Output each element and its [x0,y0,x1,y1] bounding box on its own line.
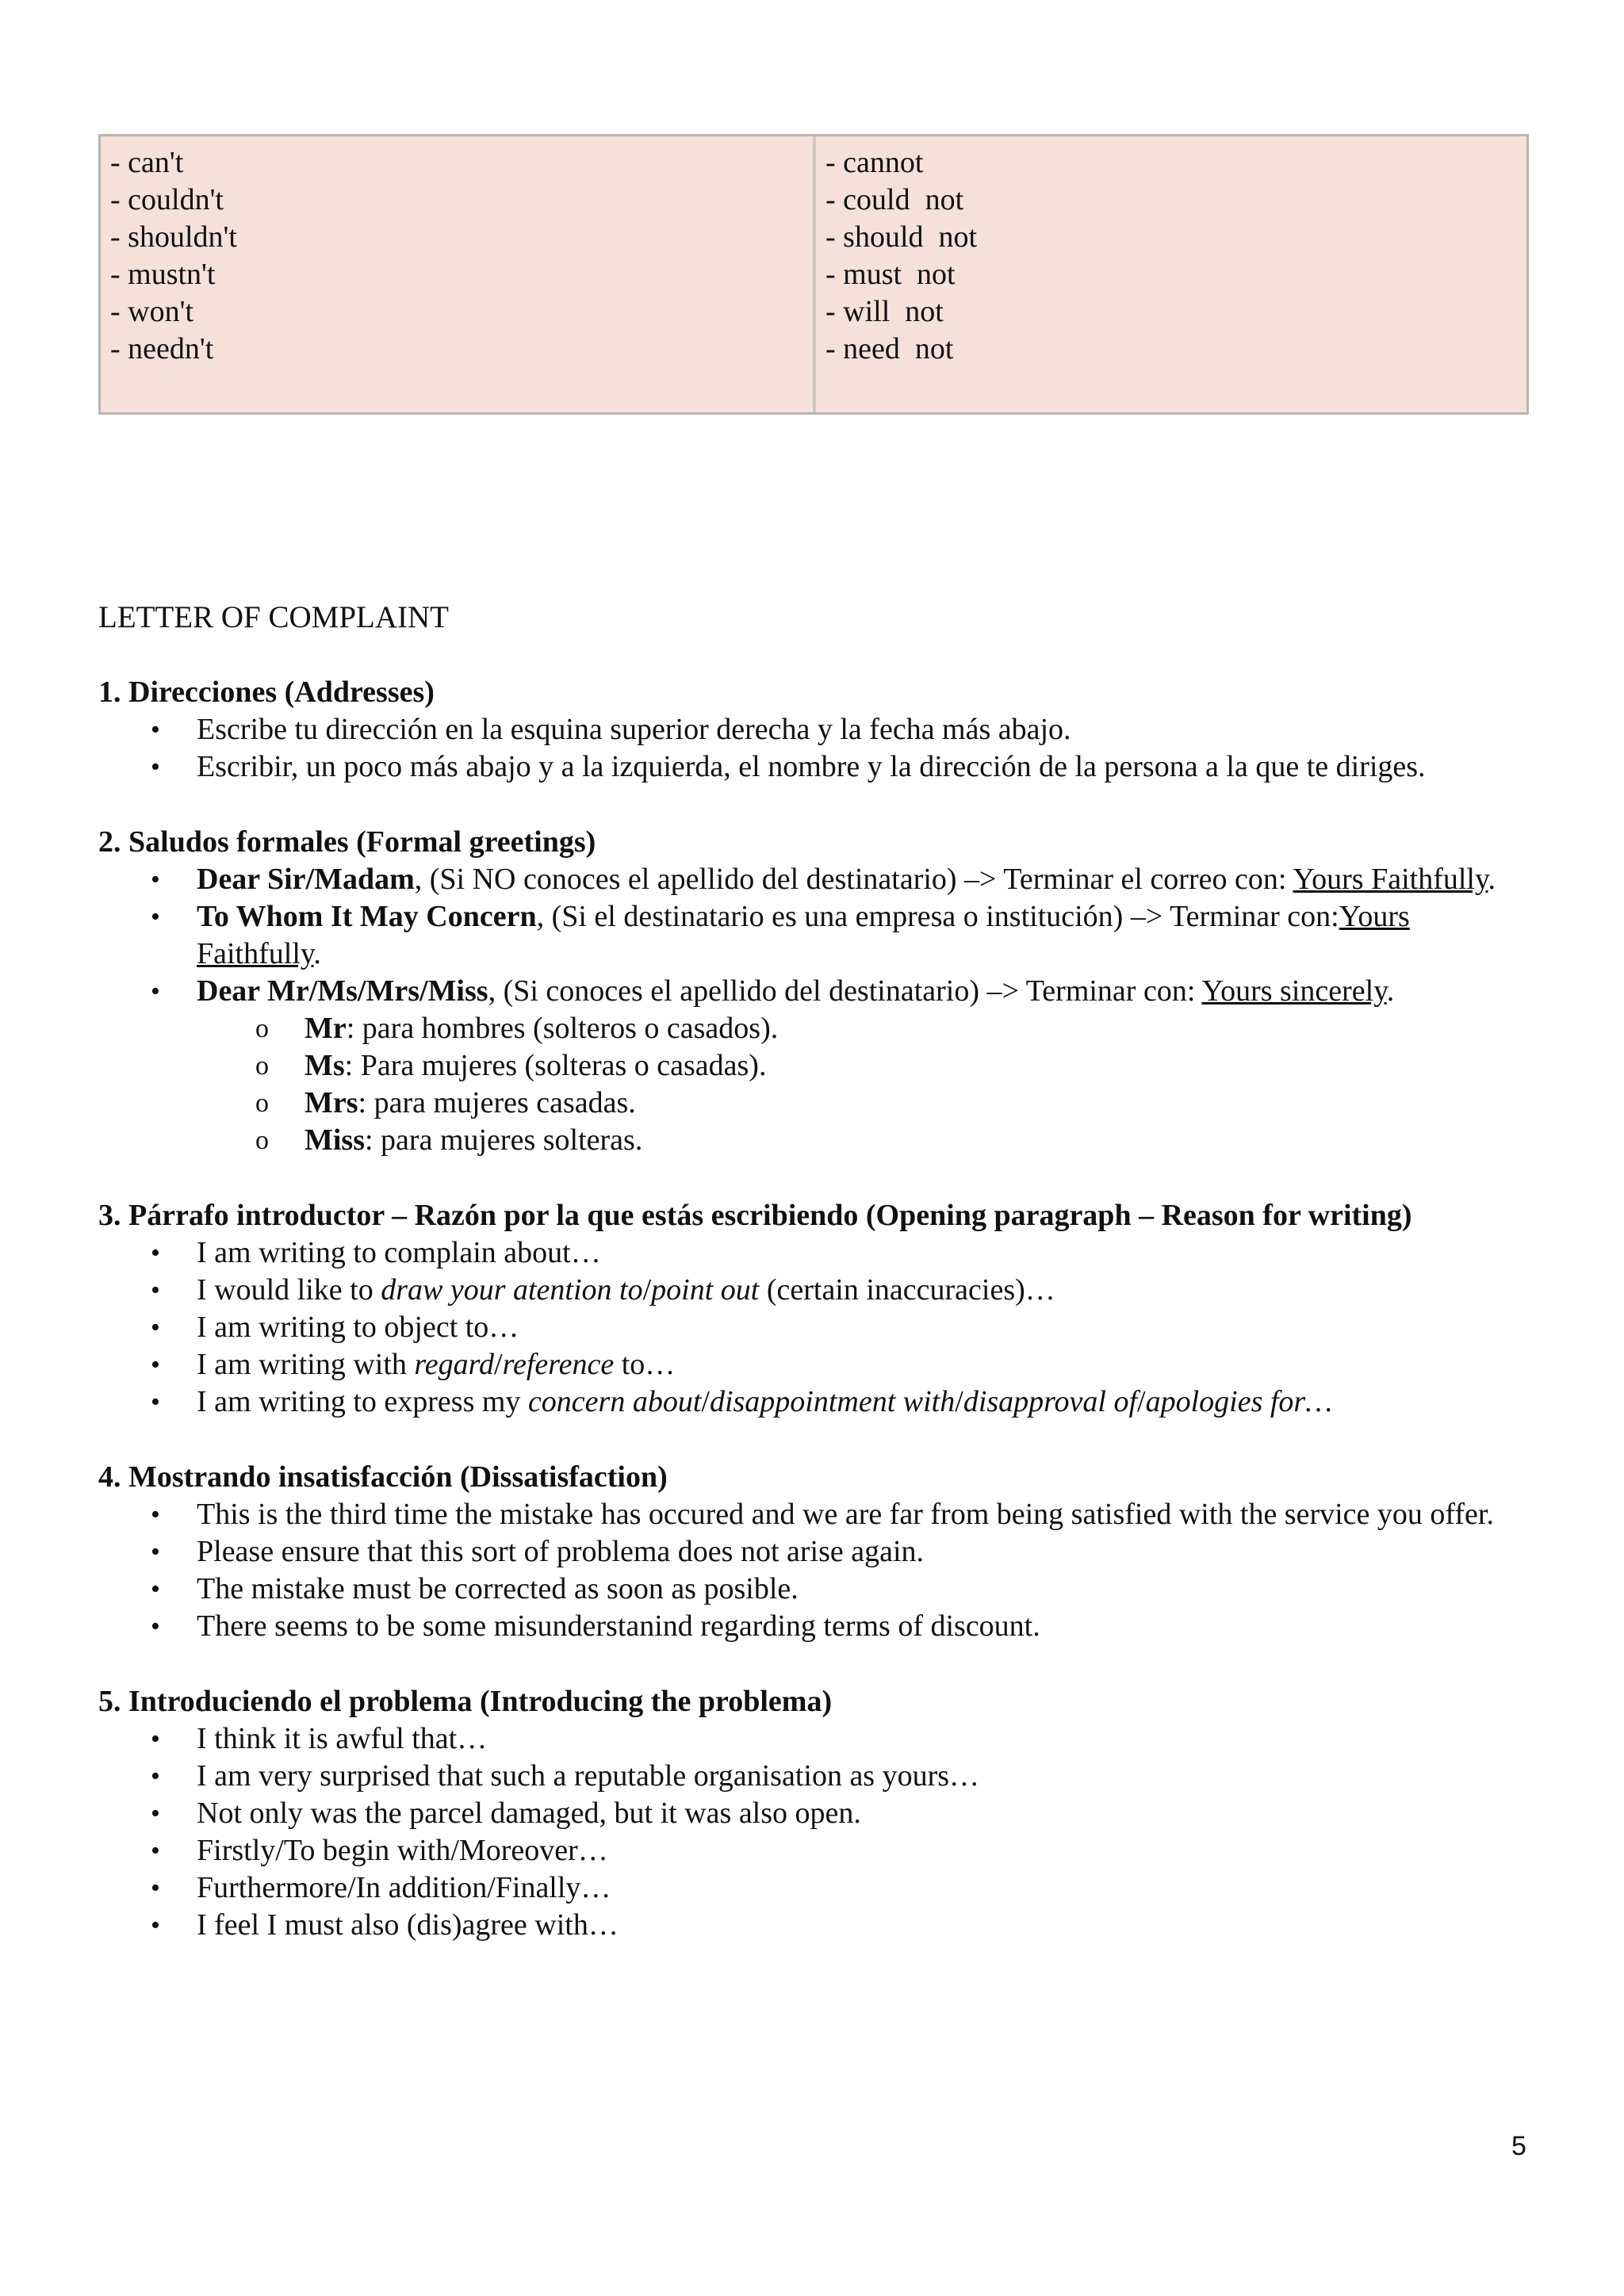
text-run: apologies for [1145,1385,1306,1418]
sub-list-item [304,1047,1534,1085]
list-item [197,1272,1534,1309]
list-item [197,861,1534,898]
greeting-note: , (Si NO conoces el apellido del destinatario) –> Terminar el correo con: [414,863,1293,896]
text-run: / [1137,1385,1146,1418]
contractions-long-column [816,136,1526,412]
section-opening-paragraph [98,1197,1534,1421]
punctuation: . [1488,863,1496,896]
greeting-phrase: Dear Mr/Ms/Mrs/Miss [197,974,488,1008]
section-dissatisfaction [98,1459,1534,1645]
contractions-table [98,134,1529,415]
sub-list-item [304,1085,1534,1122]
text-run: I would like to [197,1273,381,1307]
table-cell: - mustn't [110,258,216,291]
text-run: concern about [527,1385,702,1418]
list-item: • Furthermore/In addition/Finally… [197,1869,1534,1907]
bullet-list [98,1496,1534,1645]
title-meaning: : para mujeres solteras. [365,1123,643,1157]
list-item: • Escribir, un poco más abajo y a la izquierda, el nombre y la dirección de la persona a la que te diriges. [197,748,1534,786]
section-addresses [98,674,1534,786]
closing-phrase: Yours Faithfully [1293,863,1488,896]
table-cell: - won't [110,295,194,328]
title-meaning: : para mujeres casadas. [358,1086,636,1119]
punctuation: . [313,937,321,970]
list-item: • There seems to be some misunderstanind regarding terms of discount. [197,1608,1534,1645]
text-run: / [701,1385,710,1418]
section-formal-greetings [98,824,1534,1159]
list-item [197,1383,1534,1421]
list-item [197,1346,1534,1383]
text-run: point out [651,1273,760,1307]
text-run: draw your atention to [381,1273,643,1307]
text-run: I am writing with [197,1348,415,1381]
section-heading: 3. Párrafo introductor – Razón por la que estás escribiendo (Opening paragraph – Reason for writing) [98,1199,1412,1232]
table-cell: - needn't [110,332,214,365]
title-abbrev: Ms [304,1049,345,1082]
list-item: • I am very surprised that such a reputable organisation as yours… [197,1758,1534,1795]
document-body [98,599,1534,1982]
table-cell: - will not [825,295,944,328]
bullet-list [98,711,1534,786]
bullet-list [98,1234,1534,1421]
greeting-note: , (Si el destinatario es una empresa o institución) –> Terminar con: [536,900,1339,933]
section-heading: 1. Direcciones (Addresses) [98,675,435,709]
table-cell: - couldn't [110,183,224,216]
list-item: • I am writing to object to… [197,1309,1534,1346]
closing-phrase: Yours sincerely [1201,974,1387,1008]
list-item: • I think it is awful that… [197,1720,1534,1758]
list-item: • Escribe tu dirección en la esquina superior derecha y la fecha más abajo. [197,711,1534,748]
list-item [197,898,1534,973]
list-item: • I am writing to complain about… [197,1234,1534,1272]
text-run: / [494,1348,503,1381]
title-abbrev: Mr [304,1012,347,1045]
text-run: (certain inaccuracies)… [759,1273,1055,1307]
document-title: LETTER OF COMPLAINT [98,600,449,634]
table-cell: - should not [825,220,978,254]
list-item: • The mistake must be corrected as soon as posible. [197,1571,1534,1608]
bullet-list [98,1720,1534,1944]
list-item: • Please ensure that this sort of problema does not arise again. [197,1533,1534,1571]
greeting-phrase: To Whom It May Concern [197,900,537,933]
text-run: I am writing to express my [197,1385,528,1418]
text-run: disapproval of [963,1385,1138,1418]
list-item [197,973,1534,1159]
title-meaning: : para hombres (solteros o casados). [346,1012,779,1045]
text-run: / [642,1273,652,1307]
text-run: / [955,1385,963,1418]
table-cell: - cannot [825,146,924,179]
closing-phrase: Yours Faithfully [197,900,1410,970]
greeting-note: , (Si conoces el apellido del destinatario) –> Terminar con: [488,974,1202,1008]
list-item: • I feel I must also (dis)agree with… [197,1907,1534,1944]
list-item: • This is the third time the mistake has occured and we are far from being satisfied with the service you offer. [197,1496,1534,1533]
table-cell: - must not [825,258,956,291]
table-cell: - can't [110,146,184,179]
bullet-list [98,861,1534,1159]
contractions-short-column [101,136,816,412]
table-cell: - could not [825,183,964,216]
page-number: 5 [1511,2131,1526,2161]
sub-list-item [304,1122,1534,1159]
section-introducing-problem [98,1683,1534,1944]
text-run: reference [502,1348,615,1381]
sub-list [197,1010,1534,1159]
section-heading: 4. Mostrando insatisfacción (Dissatisfaction) [98,1460,668,1494]
title-abbrev: Miss [304,1123,365,1157]
table-cell: - need not [825,332,954,365]
punctuation: . [1386,974,1395,1008]
list-item: • Not only was the parcel damaged, but it was also open. [197,1795,1534,1832]
section-heading: 2. Saludos formales (Formal greetings) [98,825,596,859]
text-run: disappointment with [709,1385,956,1418]
text-run: to… [614,1348,676,1381]
table-cell: - shouldn't [110,220,237,254]
title-abbrev: Mrs [304,1086,358,1119]
list-item: • Firstly/To begin with/Moreover… [197,1832,1534,1869]
title-meaning: : Para mujeres (solteras o casadas). [344,1049,767,1082]
section-heading: 5. Introduciendo el problema (Introducing the problema) [98,1685,833,1718]
text-run: regard [414,1348,495,1381]
sub-list-item [304,1010,1534,1047]
greeting-phrase: Dear Sir/Madam [197,863,415,896]
text-run: … [1305,1385,1333,1418]
